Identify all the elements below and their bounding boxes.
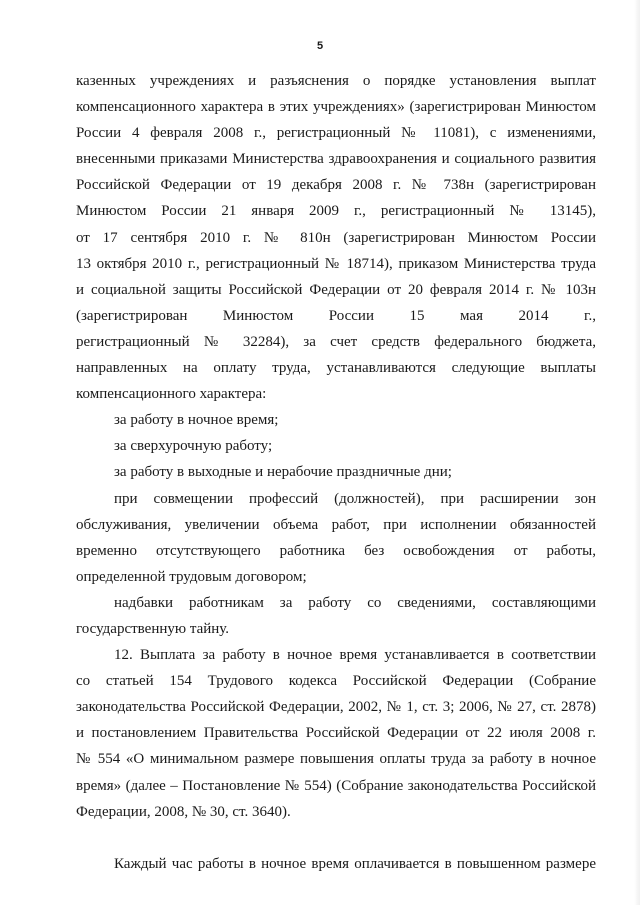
text-line: компенсационного характера:: [76, 386, 267, 403]
text-line: Минюстом России 21 января 2009 г., регистрационный № 13145),: [76, 203, 596, 220]
text-line: казенных учреждениях и разъяснения о порядке установления выплат: [76, 73, 596, 89]
text-line: 13 октября 2010 г., регистрационный № 18714), приказом Министерства труда: [76, 255, 596, 272]
text-line: направленных на оплату труда, устанавливаются следующие выплаты: [76, 360, 596, 377]
page-number: 5: [316, 40, 324, 52]
text-line: и социальной защиты Российской Федерации от 20 февраля 2014 г. № 103н: [76, 281, 596, 298]
text-line: за сверхурочную работу;: [114, 438, 273, 455]
text-line: Каждый час работы в ночное время оплачивается в повышенном размере: [114, 855, 596, 872]
text-line: временно отсутствующего работника без освобождения от работы,: [76, 542, 596, 559]
text-line: Федерации, 2008, № 30, ст. 3640).: [76, 803, 291, 820]
text-line: регистрационный № 32284), за счет средств федерального бюджета,: [76, 333, 596, 350]
text-line: время» (далее – Постановление № 554) (Собрание законодательства Российской: [76, 777, 596, 794]
text-line: [76, 825, 596, 851]
text-line: законодательства Российской Федерации, 2002, № 1, ст. 3; 2006, № 27, ст. 2878): [76, 699, 596, 716]
text-line: за работу в выходные и нерабочие праздничные дни;: [114, 464, 452, 481]
text-line: и постановлением Правительства Российской Федерации от 22 июля 2008 г.: [76, 725, 596, 742]
text-line: Российской Федерации от 19 декабря 2008 г. № 738н (зарегистрирован: [76, 177, 596, 194]
text-line: за работу в ночное время;: [114, 412, 279, 429]
text-line: государственную тайну.: [76, 620, 230, 637]
text-line: внесенными приказами Министерства здравоохранения и социального развития: [76, 151, 596, 168]
text-line: определенной трудовым договором;: [76, 568, 307, 585]
text-line: (зарегистрирован Минюстом России 15 мая 2014 г.,: [76, 307, 596, 324]
text-line: 12. Выплата за работу в ночное время устанавливается в соответствии: [114, 647, 596, 664]
text-line: со статьей 154 Трудового кодекса Российской Федерации (Собрание: [76, 673, 596, 690]
text-line: обслуживания, увеличении объема работ, при исполнении обязанностей: [76, 516, 596, 533]
page-edge-shadow: [634, 0, 640, 905]
text-line: России 4 февраля 2008 г., регистрационный № 11081), с изменениями,: [76, 125, 596, 142]
text-line: № 554 «О минимальном размере повышения оплаты труда за работу в ночное: [76, 751, 596, 768]
text-line: компенсационного характера в этих учреждениях» (зарегистрирован Минюстом: [76, 99, 596, 116]
document-body: [76, 68, 596, 877]
text-line: надбавки работникам за работу со сведениями, составляющими: [114, 594, 596, 611]
text-line: при совмещении профессий (должностей), при расширении зон: [114, 490, 596, 507]
text-line: от 17 сентября 2010 г. № 810н (зарегистрирован Минюстом России: [76, 229, 596, 246]
